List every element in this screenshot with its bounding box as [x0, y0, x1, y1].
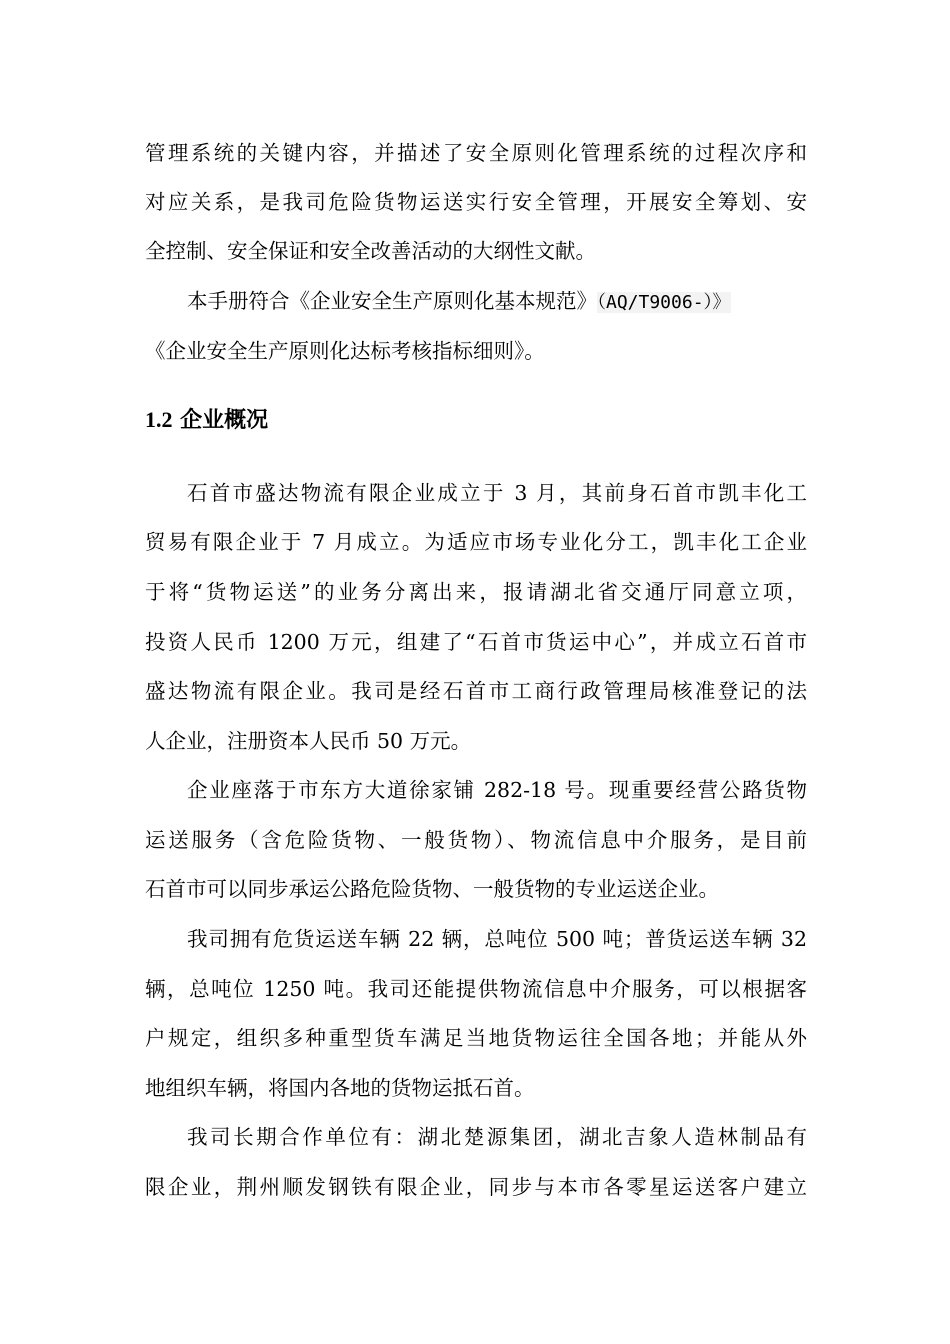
paragraph1-line-1: 石首市盛达物流有限企业成立于 3 月，其前身石首市凯丰化工	[187, 481, 807, 505]
paragraph1-line-3: 于将“货物运送”的业务分离出来，报请湖北省交通厅同意立项，	[145, 580, 807, 604]
compliance-standard-code: （AQ/T9006-）》	[597, 292, 731, 313]
paragraph1-line-4: 投资人民币 1200 万元，组建了“石首市货运中心”，并成立石首市	[145, 630, 807, 654]
paragraph4-line-1: 我司长期合作单位有：湖北楚源集团，湖北吉象人造林制品有	[187, 1125, 807, 1149]
paragraph4-line-2: 限企业，荆州顺发钢铁有限企业，同步与本市各零星运送客户建立	[145, 1175, 807, 1199]
paragraph3-line-3: 户规定，组织多种重型货车满足当地货物运往全国各地；并能从外	[145, 1026, 807, 1050]
paragraph2-line-3: 石首市可以同步承运公路危险货物、一般货物的专业运送企业。	[145, 877, 719, 901]
compliance-prefix: 本手册符合《企业安全生产原则化基本规范》	[187, 289, 597, 313]
paragraph1-line-6: 人企业，注册资本人民币 50 万元。	[145, 729, 472, 753]
paragraph1-line-2: 贸易有限企业于 7 月成立。为适应市场专业化分工，凯丰化工企业	[145, 530, 807, 554]
intro-line-3: 全控制、安全保证和安全改善活动的大纲性文献。	[145, 239, 596, 263]
intro-line-2: 对应关系，是我司危险货物运送实行安全管理，开展安全筹划、安	[145, 190, 807, 214]
paragraph3-line-4: 地组织车辆，将国内各地的货物运抵石首。	[145, 1076, 535, 1100]
paragraph2-line-2: 运送服务（含危险货物、一般货物）、物流信息中介服务，是目前	[145, 828, 807, 852]
paragraph1-line-5: 盛达物流有限企业。我司是经石首市工商行政管理局核准登记的法	[145, 679, 807, 703]
compliance-line-2: 《企业安全生产原则化达标考核指标细则》。	[145, 339, 545, 363]
compliance-line-1	[187, 286, 807, 318]
paragraph3-line-1: 我司拥有危货运送车辆 22 辆，总吨位 500 吨；普货运送车辆 32	[187, 927, 807, 951]
section-number: 1.2	[145, 407, 173, 432]
section-title: 企业概况	[180, 407, 269, 433]
paragraph3-line-2: 辆，总吨位 1250 吨。我司还能提供物流信息中介服务，可以根据客	[145, 977, 807, 1001]
intro-line-1: 管理系统的关键内容，并描述了安全原则化管理系统的过程次序和	[145, 141, 807, 165]
section-heading	[145, 404, 268, 436]
paragraph2-line-1: 企业座落于市东方大道徐家铺 282-18 号。现重要经营公路货物	[187, 778, 807, 802]
